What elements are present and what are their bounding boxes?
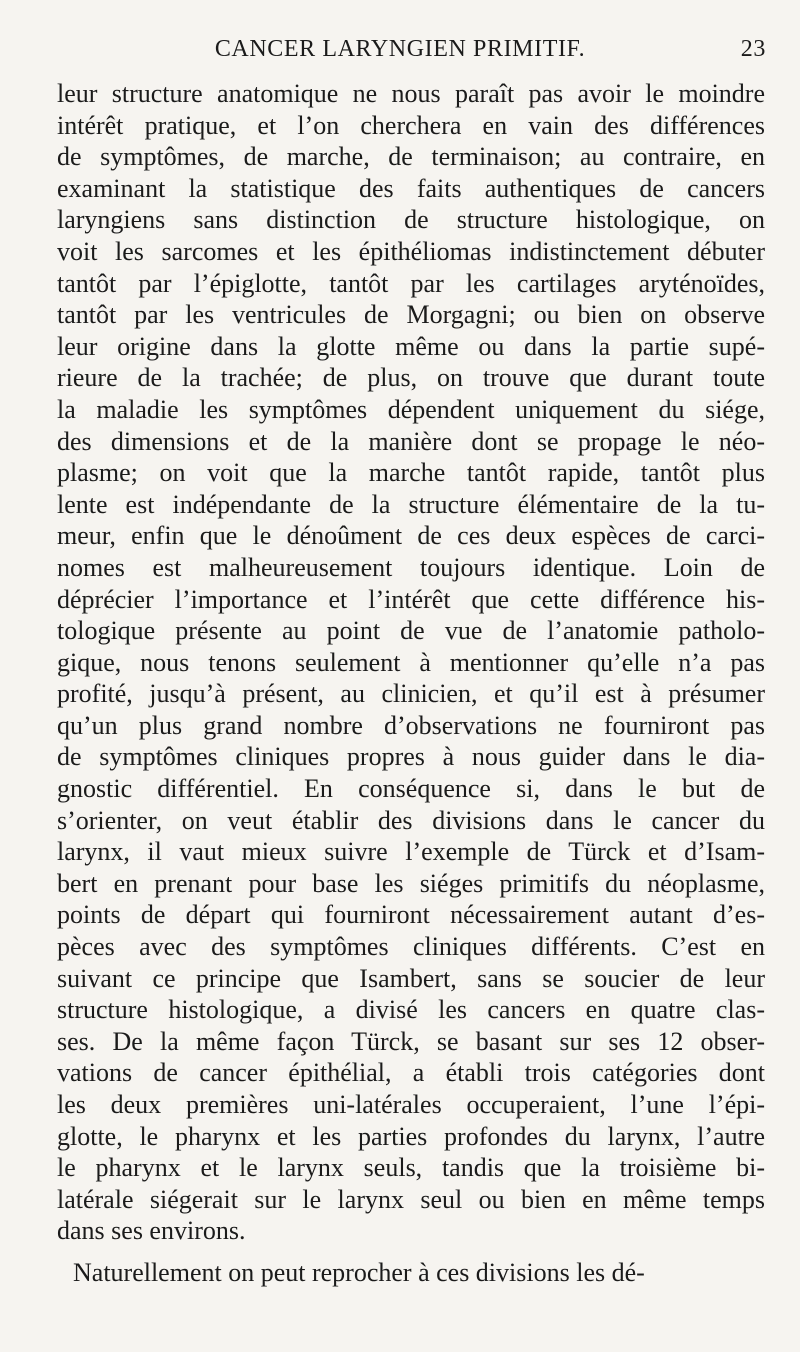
text-line: les deux premières uni-latérales occuperaient, l’une l’épi- bbox=[57, 1090, 765, 1119]
running-title: CANCER LARYNGIEN PRIMITIF. bbox=[214, 36, 586, 62]
text-line: bert en prenant pour base les siéges primitifs du néoplasme, bbox=[57, 868, 765, 898]
text-line: tantôt par l’épiglotte, tantôt par les cartilages aryténoïdes, bbox=[57, 268, 765, 298]
text-line: déprécier l’importance et l’intérêt que cette différence his- bbox=[57, 584, 765, 614]
text-line: plasme; on voit que la marche tantôt rapide, tantôt plus bbox=[57, 458, 765, 488]
text-line: profité, jusqu’à présent, au clinicien, et qu’il est à présumer bbox=[57, 679, 765, 709]
paragraph-spacing bbox=[57, 1247, 765, 1257]
text-line: leur origine dans la glotte même ou dans la partie supé- bbox=[57, 331, 765, 361]
text-line: leur structure anatomique ne nous paraît pas avoir le moindre bbox=[57, 79, 765, 108]
text-line: voit les sarcomes et les épithéliomas indistinctement débuter bbox=[57, 236, 765, 266]
text-line: le pharynx et le larynx seuls, tandis que la troisième bi- bbox=[57, 1153, 765, 1183]
text-line: s’orienter, on veut établir des divisions dans le cancer du bbox=[57, 805, 765, 835]
text-line: laryngiens sans distinction de structure histologique, on bbox=[57, 205, 765, 235]
text-line: des dimensions et de la manière dont se propage le néo- bbox=[57, 426, 765, 456]
text-line: suivant ce principe que Isambert, sans se soucier de leur bbox=[57, 963, 765, 993]
text-line: structure histologique, a divisé les cancers en quatre clas- bbox=[57, 995, 765, 1025]
text-line: intérêt pratique, et l’on cherchera en vain des différences bbox=[57, 110, 765, 140]
text-line: larynx, il vaut mieux suivre l’exemple de Türck et d’Isam- bbox=[57, 837, 765, 867]
text-line: de symptômes cliniques propres à nous guider dans le dia- bbox=[57, 742, 765, 772]
text-line: pèces avec des symptômes cliniques différents. C’est en bbox=[57, 932, 765, 962]
text-line: points de départ qui fourniront nécessairement autant d’es- bbox=[57, 900, 765, 930]
text-line: latérale siégerait sur le larynx seul ou bien en même temps bbox=[57, 1184, 765, 1214]
text-line: ses. De la même façon Türck, se basant sur ses 12 obser- bbox=[57, 1026, 765, 1056]
text-line: dans ses environs. bbox=[57, 1216, 246, 1246]
text-line: vations de cancer épithélial, a établi trois catégories dont bbox=[57, 1058, 765, 1088]
text-line: nomes est malheureusement toujours identique. Loin de bbox=[57, 552, 765, 582]
text-line: rieure de la trachée; de plus, on trouve que durant toute bbox=[57, 363, 765, 393]
text-line: examinant la statistique des faits authentiques de cancers bbox=[57, 173, 765, 203]
text-line: tantôt par les ventricules de Morgagni; ou bien on observe bbox=[57, 300, 765, 330]
body-text bbox=[57, 78, 765, 1289]
text-line: tologique présente au point de vue de l’anatomie patholo- bbox=[57, 616, 765, 646]
text-line: qu’un plus grand nombre d’observations ne fourniront pas bbox=[57, 710, 765, 740]
paragraph bbox=[57, 78, 765, 1247]
text-line: lente est indépendante de la structure élémentaire de la tu- bbox=[57, 489, 765, 519]
text-line: Naturellement on peut reprocher à ces divisions les dé- bbox=[73, 1257, 645, 1287]
text-line: glotte, le pharynx et les parties profondes du larynx, l’autre bbox=[57, 1121, 765, 1151]
paragraph bbox=[57, 1257, 765, 1289]
text-line: la maladie les symptômes dépendent uniquement du siége, bbox=[57, 394, 765, 424]
text-line: gique, nous tenons seulement à mentionner qu’elle n’a pas bbox=[57, 647, 765, 677]
text-line: gnostic différentiel. En conséquence si, dans le but de bbox=[57, 774, 765, 804]
page-number: 23 bbox=[740, 36, 766, 62]
running-head bbox=[0, 36, 800, 68]
text-line: meur, enfin que le dénoûment de ces deux espèces de carci- bbox=[57, 521, 765, 551]
text-line: de symptômes, de marche, de terminaison; au contraire, en bbox=[57, 142, 765, 172]
